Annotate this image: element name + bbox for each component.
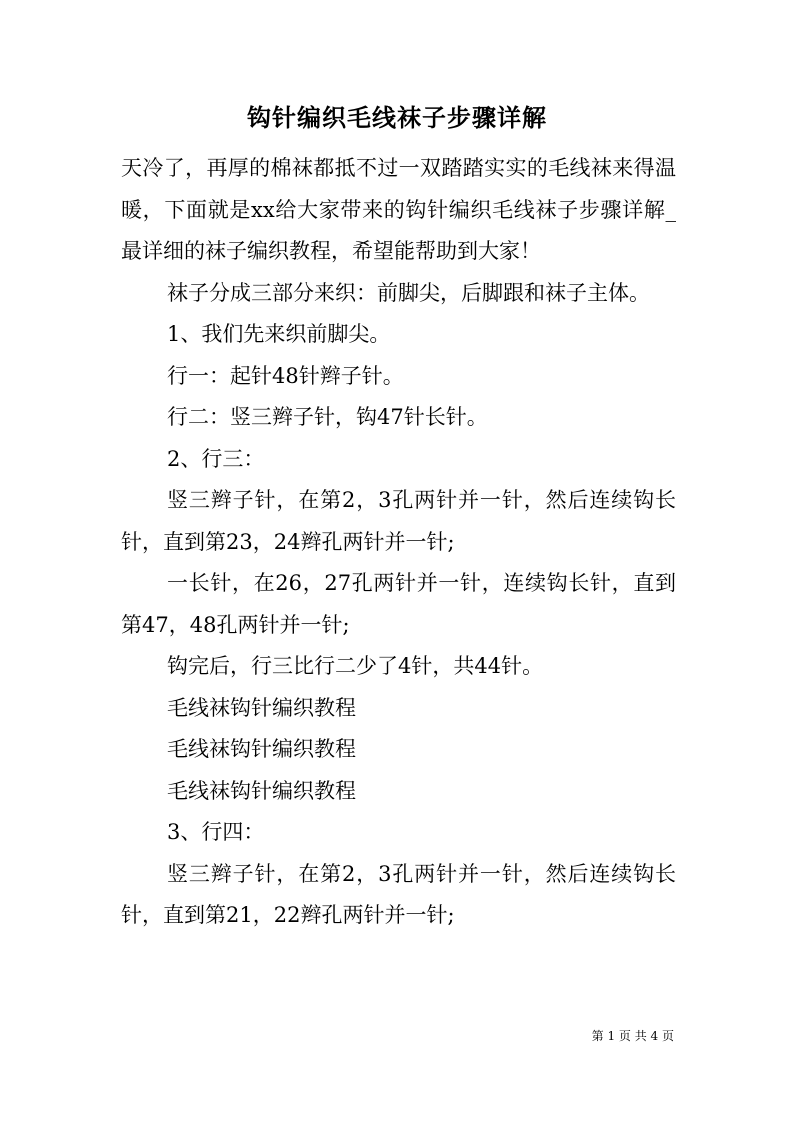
paragraph-step-2: 2、行三： bbox=[167, 446, 265, 471]
paragraph-row-3-b: 一长针，在26，27孔两针并一针，连续钩长针，直到第47，48孔两针并一针; bbox=[121, 571, 676, 637]
paragraph-caption-2: 毛线袜钩针编织教程 bbox=[167, 737, 356, 761]
document-title: 钩针编织毛线袜子步骤详解 bbox=[247, 103, 547, 132]
paragraph-row-2: 行二：竖三辫子针，钩47针长针。 bbox=[167, 405, 488, 429]
paragraph-caption-1: 毛线袜钩针编织教程 bbox=[167, 695, 356, 720]
paragraph-intro: 天冷了，再厚的棉袜都抵不过一双踏踏实实的毛线袜来得温暖，下面就是xx给大家带来的钩针编织毛线袜子步骤详解_最详细的袜子编织教程，希望能帮助到大家！ bbox=[121, 156, 676, 263]
paragraph-row-3-summary: 钩完后，行三比行二少了4针，共44针。 bbox=[167, 654, 544, 678]
paragraph-row-1: 行一：起针48针辫子针。 bbox=[167, 363, 404, 388]
paragraph-step-3: 3、行四： bbox=[167, 820, 265, 844]
paragraph-parts: 袜子分成三部分来织：前脚尖，后脚跟和袜子主体。 bbox=[167, 280, 650, 305]
paragraph-step-1: 1、我们先来织前脚尖。 bbox=[167, 322, 391, 346]
document-body bbox=[121, 148, 676, 937]
paragraph-caption-3: 毛线袜钩针编织教程 bbox=[167, 778, 356, 803]
paragraph-row-4: 竖三辫子针，在第2，3孔两针并一针，然后连续钩长针，直到第21，22辫孔两针并一针; bbox=[121, 861, 676, 927]
page-footer: 第 1 页 共 4 页 bbox=[591, 1029, 674, 1043]
paragraph-row-3-a: 竖三辫子针，在第2，3孔两针并一针，然后连续钩长针，直到第23，24辫孔两针并一针; bbox=[121, 488, 676, 554]
